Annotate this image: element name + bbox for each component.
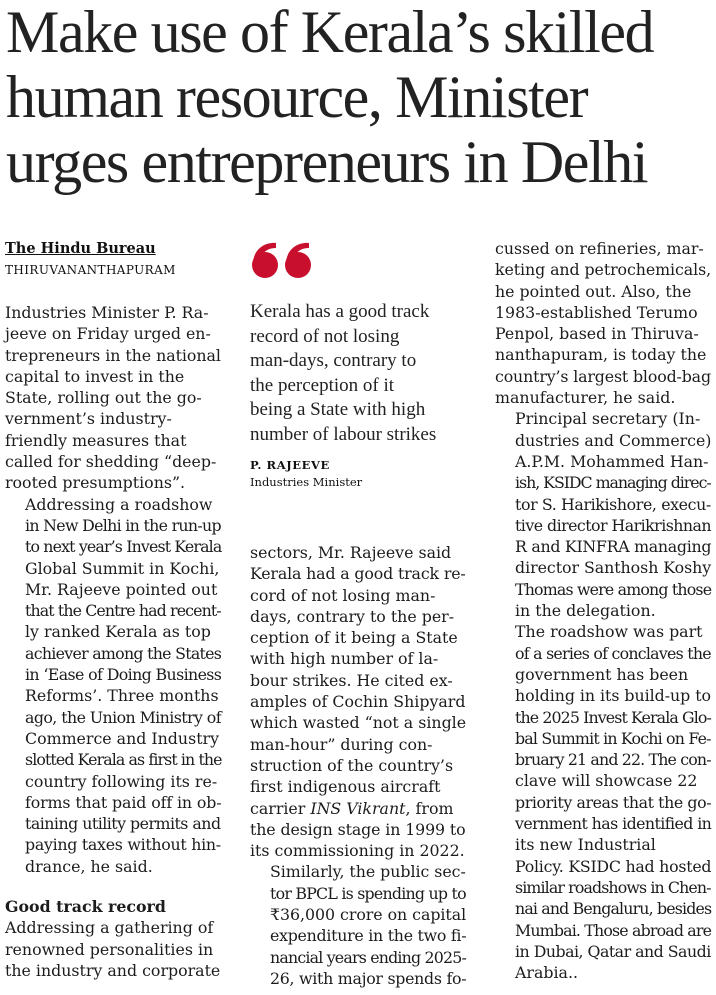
paragraph-line: man-hour” during con- — [250, 734, 433, 754]
paragraph-line: A.P.M. Mohammed Han- — [515, 451, 709, 471]
paragraph — [5, 917, 221, 981]
paragraph-line: bruary 21 and 22. The con- — [515, 750, 711, 770]
paragraph-line: Reforms’. Three months — [25, 686, 219, 706]
paragraph-line: Global Summit in Kochi, — [25, 558, 220, 578]
pull-quote-line: Kerala has a good track — [250, 301, 430, 322]
paragraph-line: expenditure in the two fi- — [270, 926, 467, 946]
headline — [6, 0, 712, 195]
byline: The Hindu Bureau — [5, 240, 156, 257]
paragraph — [5, 494, 221, 877]
paragraph-line: manufacturer, he said. — [495, 388, 676, 408]
paragraph-line: days, contrary to the per- — [250, 606, 455, 626]
paragraph-line: director Santhosh Koshy — [515, 558, 712, 578]
paragraph-line: Addressing a gathering of — [5, 918, 214, 938]
paragraph-lines — [250, 819, 466, 862]
paragraph-line: country following its re- — [25, 771, 218, 791]
paragraph-line: ly ranked Kerala as top — [25, 622, 211, 642]
paragraph-line: its commissioning in 2022. — [250, 841, 465, 861]
pull-quote — [250, 300, 470, 447]
pull-quote-line: the perception of it — [250, 374, 395, 396]
paragraph-line: ish, KSIDC managing direc- — [515, 473, 711, 493]
paragraph — [250, 542, 466, 861]
paragraph-line: dustries and Commerce) — [515, 430, 712, 450]
paragraph-line: tor BPCL is spending up to — [270, 883, 466, 903]
headline-line: urges entrepreneurs in Delhi — [6, 129, 648, 195]
paragraph-line: R and KINFRA managing — [515, 537, 712, 557]
ship-name: INS Vikrant — [310, 798, 406, 818]
paragraph-line: The roadshow was part — [515, 622, 703, 642]
pull-quote-line: number of labour strikes — [250, 423, 437, 445]
pull-quote-line: being a State with high — [250, 399, 426, 420]
paragraph-line: rooted presumptions”. — [5, 473, 186, 493]
paragraph-line: State, rolling out the go- — [5, 388, 202, 408]
paragraph-line: clave will showcase 22 — [515, 771, 698, 791]
paragraph-line: nai and Bengaluru, besides — [515, 899, 712, 919]
headline-line: human resource, Minister — [6, 64, 588, 130]
paragraph-line — [250, 798, 466, 819]
paragraph — [495, 621, 711, 983]
paragraph-line: Policy. KSIDC had hosted — [515, 856, 712, 876]
paragraph-line: friendly measures that — [5, 430, 187, 450]
paragraph — [5, 302, 221, 494]
paragraph-line: of a series of conclaves the — [515, 643, 711, 663]
paragraph-line: trepreneurs in the national — [5, 345, 221, 365]
paragraph-line: Penpol, based in Thiruva- — [495, 324, 699, 344]
pull-quote-line: record of not losing — [250, 325, 400, 347]
paragraph — [495, 408, 711, 621]
paragraph-line: Mr. Rajeeve pointed out — [25, 579, 218, 599]
paragraph-line: ception of it being a State — [250, 628, 458, 648]
paragraph-line: Mumbai. Those abroad are — [515, 920, 712, 940]
paragraph-line: drance, he said. — [25, 856, 153, 876]
paragraph-line: cord of not losing man- — [250, 585, 436, 605]
paragraph-line: vernment’s industry- — [5, 409, 172, 429]
paragraph-line: that the Centre had recent- — [25, 601, 221, 621]
paragraph-line: in Dubai, Qatar and Saudi — [515, 941, 711, 961]
dateline: THIRUVANANTHAPURAM — [5, 263, 176, 277]
paragraph-line: in New Delhi in the run-up — [25, 515, 221, 535]
paragraph-line: 26, with major spends fo- — [270, 968, 467, 988]
paragraph-line: priority areas that the go- — [515, 792, 712, 812]
paragraph-line: nanthapuram, is today the — [495, 345, 707, 365]
paragraph-line: Commerce and Industry — [25, 728, 220, 748]
paragraph-line: bal Summit in Kochi on Fe- — [515, 728, 711, 748]
paragraph-line: cussed on refineries, mar- — [495, 239, 704, 258]
text-run: , from — [405, 798, 454, 818]
paragraph-line: the 2025 Invest Kerala Glo- — [515, 707, 711, 727]
paragraph-line: called for shedding “deep- — [5, 452, 217, 472]
paragraph-line: bour strikes. He cited ex- — [250, 670, 453, 690]
paragraph-line: similar roadshows in Chen- — [515, 877, 711, 897]
paragraph-line: struction of the country’s — [250, 755, 454, 775]
paragraph-line: ago, the Union Ministry of — [25, 707, 221, 727]
pull-quote-attribution-name: P. RAJEEVE — [250, 458, 330, 472]
paragraph-line: with high number of la- — [250, 649, 439, 669]
paragraph-line: Similarly, the public sec- — [270, 862, 466, 882]
paragraph-line: Industries Minister P. Ra- — [5, 303, 209, 322]
paragraph-line: to next year’s Invest Kerala — [25, 537, 222, 557]
paragraph-line: the industry and corporate — [5, 960, 221, 980]
paragraph-line: the design stage in 1999 to — [250, 819, 466, 839]
paragraph-line: he pointed out. Also, the — [495, 281, 692, 301]
paragraph-line: in the delegation. — [515, 601, 656, 621]
paragraph-line: holding in its build-up to — [515, 686, 711, 706]
paragraph-line: 1983-established Terumo — [495, 302, 698, 322]
paragraph-line: jeeve on Friday urged en- — [5, 324, 211, 344]
quote-marks-icon — [250, 240, 330, 288]
pull-quote-line: man-days, contrary to — [250, 350, 417, 371]
paragraph-line: sectors, Mr. Rajeeve said — [250, 543, 452, 562]
text-run: carrier — [250, 798, 311, 818]
paragraph-line: forms that paid off in ob- — [25, 792, 222, 812]
paragraph-line: nancial years ending 2025- — [270, 947, 467, 967]
article-column-2 — [250, 542, 466, 989]
paragraph-line: Arabia.. — [515, 963, 579, 983]
paragraph-line: keting and petrochemicals, — [495, 260, 712, 280]
paragraph-line: Thomas were among those — [515, 579, 712, 599]
headline-line: Make use of Kerala’s skilled — [6, 0, 654, 65]
paragraph-line: renowned personalities in — [5, 939, 214, 959]
pull-quote-attribution-title: Industries Minister — [250, 475, 363, 489]
paragraph-line: Addressing a roadshow — [25, 494, 213, 514]
paragraph — [495, 238, 711, 408]
paragraph-line: its new Industrial — [515, 835, 656, 855]
paragraph-line: which wasted “not a single — [250, 713, 467, 733]
paragraph-line: country’s largest blood-bag — [495, 366, 711, 386]
paragraph-lines — [250, 542, 466, 798]
paragraph-line: tive director Harikrishnan — [515, 515, 712, 535]
subhead: Good track record — [5, 897, 166, 917]
paragraph-line: taining utility permits and — [25, 814, 221, 834]
paragraph-line: amples of Cochin Shipyard — [250, 692, 466, 712]
paragraph-line: government has been — [515, 664, 689, 684]
paragraph-line: slotted Kerala as first in the — [25, 750, 222, 770]
paragraph-line: vernment has identified in — [515, 814, 712, 834]
paragraph-line: achiever among the States — [25, 643, 222, 663]
paragraph-line: Kerala had a good track re- — [250, 564, 466, 584]
paragraph-line: ₹36,000 crore on capital — [270, 905, 467, 925]
paragraph-line: Principal secretary (In- — [515, 409, 701, 429]
spacer — [5, 877, 221, 896]
paragraph-line: tor S. Harikishore, execu- — [515, 494, 711, 514]
article-column-1 — [5, 302, 221, 981]
article-column-3 — [495, 238, 711, 983]
paragraph-line: in ‘Ease of Doing Business — [25, 665, 222, 685]
paragraph-line: capital to invest in the — [5, 366, 185, 386]
paragraph-line: paying taxes without hin- — [25, 835, 221, 855]
paragraph-line: first indigenous aircraft — [250, 777, 441, 797]
paragraph — [250, 861, 466, 989]
